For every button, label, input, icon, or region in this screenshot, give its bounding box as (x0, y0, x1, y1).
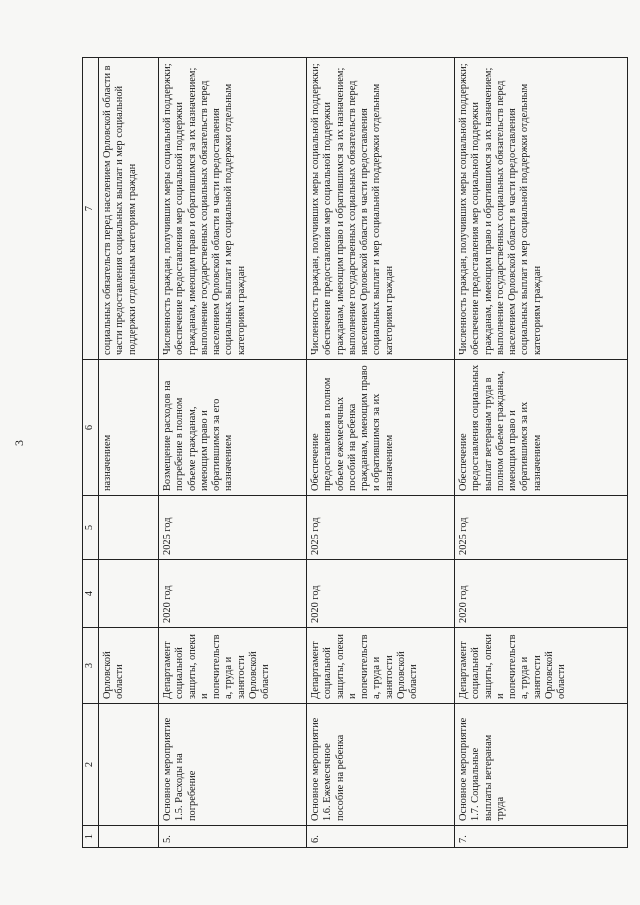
cell-indicator: Численность граждан, получивших меры социальной поддержки; обеспечение предоставления мер социальной поддержки гражданам, имеющим право и обратившимся за их назначением; выполнение государственных социальных обязательств перед населением Орловской области в части предоставления социальных выплат и мер социальной поддержки отдельным категориям граждан (307, 58, 455, 360)
column-header-1: 1 (83, 826, 99, 848)
page-number: 3 (12, 440, 26, 446)
cell-end-year: 2025 год (159, 496, 307, 560)
continuation-row (99, 58, 159, 848)
cell-number: 6. (307, 826, 455, 848)
cell-executor: Департамент социальной защиты, опеки и попечительства, труда и занятости Орловской области (307, 628, 455, 704)
cell-empty (99, 496, 159, 560)
cell-result: Обеспечение предоставления в полном объеме ежемесячных пособий на ребенка гражданам, имеющим право и обратившимся за их назначением (307, 360, 455, 496)
cell-start-year: 2020 год (159, 560, 307, 628)
column-header-5: 5 (83, 496, 99, 560)
cell-empty (99, 560, 159, 628)
cell-measure-name: Основное мероприятие 1.7. Социальные выплаты ветеранам труда (455, 704, 628, 826)
rotated-page (82, 58, 627, 848)
cell-end-year: 2025 год (307, 496, 455, 560)
cell-end-year: 2025 год (455, 496, 628, 560)
table-row (307, 58, 455, 848)
cell-empty (99, 704, 159, 826)
measures-table (82, 57, 628, 848)
cell-indicator: Численность граждан, получивших меры социальной поддержки; обеспечение предоставления мер социальной поддержки гражданам, имеющим право и обратившимся за их назначением; выполнение государственных социальных обязательств перед населением Орловской области в части предоставления социальных выплат и мер социальной поддержки отдельным категориям граждан (455, 58, 628, 360)
cell-executor-continued: Орловской области (99, 628, 159, 704)
cell-start-year: 2020 год (455, 560, 628, 628)
cell-measure-name: Основное мероприятие 1.6. Ежемесячное пособие на ребенка (307, 704, 455, 826)
column-header-3: 3 (83, 628, 99, 704)
cell-result: Возмещение расходов на погребение в полном объеме гражданам, имеющим право и обратившимся за его назначением (159, 360, 307, 496)
column-header-4: 4 (83, 560, 99, 628)
cell-start-year: 2020 год (307, 560, 455, 628)
header-row (83, 58, 99, 848)
cell-result: Обеспечение предоставления социальных выплат ветеранам труда в полном объеме гражданам, имеющим право и обратившимся за их назначением (455, 360, 628, 496)
cell-executor: Департамент социальной защиты, опеки и попечительства, труда и занятости Орловской области (455, 628, 628, 704)
cell-number: 7. (455, 826, 628, 848)
cell-result-continued: назначением (99, 360, 159, 496)
cell-executor: Департамент социальной защиты, опеки и попечительства, труда и занятости Орловской области (159, 628, 307, 704)
column-header-6: 6 (83, 360, 99, 496)
cell-indicator-continued: социальных обязательств перед населением Орловской области в части предоставления социальных выплат и мер социальной поддержки отдельным категориям граждан (99, 58, 159, 360)
cell-empty (99, 826, 159, 848)
cell-indicator: Численность граждан, получивших меры социальной поддержки; обеспечение предоставления мер социальной поддержки гражданам, имеющим право и обратившимся за их назначением; выполнение государственных социальных обязательств перед населением Орловской области в части предоставления социальных выплат и мер социальной поддержки отдельным категориям граждан (159, 58, 307, 360)
column-header-2: 2 (83, 704, 99, 826)
cell-number: 5. (159, 826, 307, 848)
table-row (159, 58, 307, 848)
column-header-7: 7 (83, 58, 99, 360)
table-row (455, 58, 628, 848)
cell-measure-name: Основное мероприятие 1.5. Расходы на погребение (159, 704, 307, 826)
